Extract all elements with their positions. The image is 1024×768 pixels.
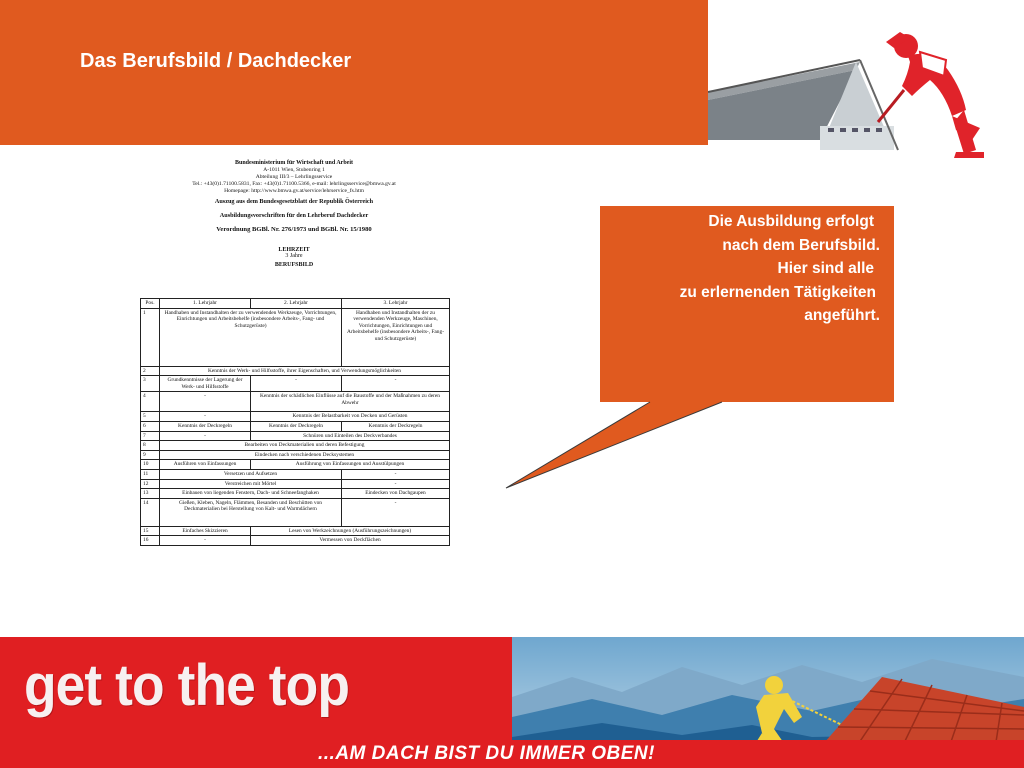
callout-line: zu erlernenden Tätigkeiten bbox=[679, 283, 876, 301]
table-header-cell: 2. Lehrjahr bbox=[251, 299, 342, 309]
table-cell: Einbauen von liegenden Fenstern, Dach- und Schneefanghaken bbox=[160, 489, 342, 499]
table-cell: Ausführung von Einfassungen und Ausstülpungen bbox=[251, 460, 450, 470]
table-cell: Grundkenntnisse der Lagerung der Werk- und Hilfsstoffe bbox=[160, 376, 251, 392]
table-cell: Kenntnis der Werk- und Hilfsstoffe, ihrer Eigenschaften, und Verwendungsmöglichkeiten bbox=[160, 366, 450, 376]
table-cell: - bbox=[342, 376, 450, 392]
table-cell: Handhaben und Instandhalten der zu verwendenden Werkzeuge, Vorrichtungen, Einrichtungen und Arbeitsbehelfe (insbesondere Arbeits-, Fang- und Schutzgerüste) bbox=[160, 308, 342, 366]
doc-regulation-title: Ausbildungsvorschriften für den Lehrberuf Dachdecker bbox=[219, 212, 369, 219]
table-cell-pos: 15 bbox=[141, 526, 160, 536]
table-cell: Ausführen von Einfassungen bbox=[160, 460, 251, 470]
table-cell: Kenntnis der Deckregeln bbox=[251, 421, 342, 431]
table-cell: Vermessen von Deckflächen bbox=[251, 536, 450, 546]
callout-line: angeführt. bbox=[804, 307, 880, 324]
doc-header-line: Abteilung III/3 – Lehrlingsservice bbox=[255, 174, 333, 180]
table-cell: Kenntnis der schädlichen Einflüsse auf die Baustoffe und der Maßnahmen zu deren Abwehr bbox=[251, 392, 450, 412]
callout-line: Die Ausbildung erfolgt bbox=[708, 213, 874, 230]
table-cell-pos: 3 bbox=[141, 376, 160, 392]
slide-title: Das Berufsbild / Dachdecker bbox=[80, 50, 352, 72]
table-cell: - bbox=[342, 498, 450, 526]
table-cell-pos: 11 bbox=[141, 469, 160, 479]
table-header-cell: 1. Lehrjahr bbox=[160, 299, 251, 309]
doc-header-line: A-1011 Wien, Stubenring 1 bbox=[263, 167, 325, 173]
table-cell: Bearbeiten von Deckmaterialien und deren Befestigung bbox=[160, 441, 450, 451]
table-cell-pos: 2 bbox=[141, 366, 160, 376]
table-header-cell: 3. Lehrjahr bbox=[342, 299, 450, 309]
table-cell: Versetzen und Aufsetzen bbox=[160, 469, 342, 479]
doc-header-line: Bundesministerium für Wirtschaft und Arbeit bbox=[234, 160, 353, 166]
table-cell: Kenntnis der Belastbarkeit von Decken und Gerüsten bbox=[251, 412, 450, 422]
table-cell-pos: 10 bbox=[141, 460, 160, 470]
callout-line: Hier sind alle bbox=[777, 260, 874, 277]
table-cell-pos: 9 bbox=[141, 450, 160, 460]
doc-header-line: Tel.: +43(0)1.71100.5831, Fax: +43(0)1.71100.5366, e-mail: lehrlingsservice@bmwa.gv.at bbox=[192, 181, 396, 187]
table-cell: - bbox=[160, 412, 251, 422]
callout-text bbox=[604, 210, 880, 328]
footer-slogan: get to the top bbox=[24, 653, 350, 718]
table-cell-pos: 6 bbox=[141, 421, 160, 431]
table-cell: Kenntnis der Deckregeln bbox=[342, 421, 450, 431]
table-cell: - bbox=[342, 479, 450, 489]
doc-extract-title: Auszug aus dem Bundesgesetzblatt der Republik Österreich bbox=[214, 198, 374, 205]
table-header-cell: Pos. bbox=[141, 299, 160, 309]
table-cell: Handhaben und Instandhalten der zu verwendenden Werkzeuge, Maschinen, Vorrichtungen, Einrichtungen und Arbeitsbehelfe (insbesondere Arbeits-, Fang- und Schutzgerüste) bbox=[342, 308, 450, 366]
table-cell-pos: 14 bbox=[141, 498, 160, 526]
doc-header-line: Homepage: http://www.bmwa.gv.at/service/lehrservice_fs.htm bbox=[224, 188, 364, 194]
footer-tagline: ...AM DACH BIST DU IMMER OBEN! bbox=[318, 743, 655, 764]
table-cell-pos: 16 bbox=[141, 536, 160, 546]
doc-period-label: LEHRZEIT bbox=[278, 247, 310, 253]
table-cell-pos: 12 bbox=[141, 479, 160, 489]
table-cell: Verstreichen mit Mörtel bbox=[160, 479, 342, 489]
table-cell-pos: 8 bbox=[141, 441, 160, 451]
table-cell: - bbox=[160, 431, 251, 441]
doc-ordinance: Verordnung BGBl. Nr. 276/1973 und BGBl. Nr. 15/1980 bbox=[216, 226, 372, 233]
table-cell: - bbox=[342, 469, 450, 479]
table-cell-pos: 13 bbox=[141, 489, 160, 499]
table-cell: Kenntnis der Deckregeln bbox=[160, 421, 251, 431]
table-cell-pos: 5 bbox=[141, 412, 160, 422]
callout-line: nach dem Berufsbild. bbox=[722, 236, 880, 254]
table-cell: Lesen von Werkzeichnungen (Ausführungszeichnungen) bbox=[251, 526, 450, 536]
table-cell: - bbox=[160, 392, 251, 412]
table-cell: - bbox=[160, 536, 251, 546]
table-cell-pos: 1 bbox=[141, 308, 160, 366]
table-cell-pos: 7 bbox=[141, 431, 160, 441]
table-cell: - bbox=[251, 376, 342, 392]
table-cell: Eindecken nach verschiedenen Decksystemen bbox=[160, 450, 450, 460]
doc-period-value: 3 Jahre bbox=[285, 253, 303, 259]
table-cell: Gießen, Kleben, Nageln, Flämmen, Besanden und Beschütten von Deckmaterialien bei Herstellung von Kalt- und Warmdächern bbox=[160, 498, 342, 526]
table-cell: Eindecken von Dachgaupen bbox=[342, 489, 450, 499]
table-cell-pos: 4 bbox=[141, 392, 160, 412]
table-cell: Einfaches Skizzieren bbox=[160, 526, 251, 536]
doc-profile-label: BERUFSBILD bbox=[274, 262, 314, 268]
table-cell: Schnüren und Einteilen des Deckverbandes bbox=[251, 431, 450, 441]
